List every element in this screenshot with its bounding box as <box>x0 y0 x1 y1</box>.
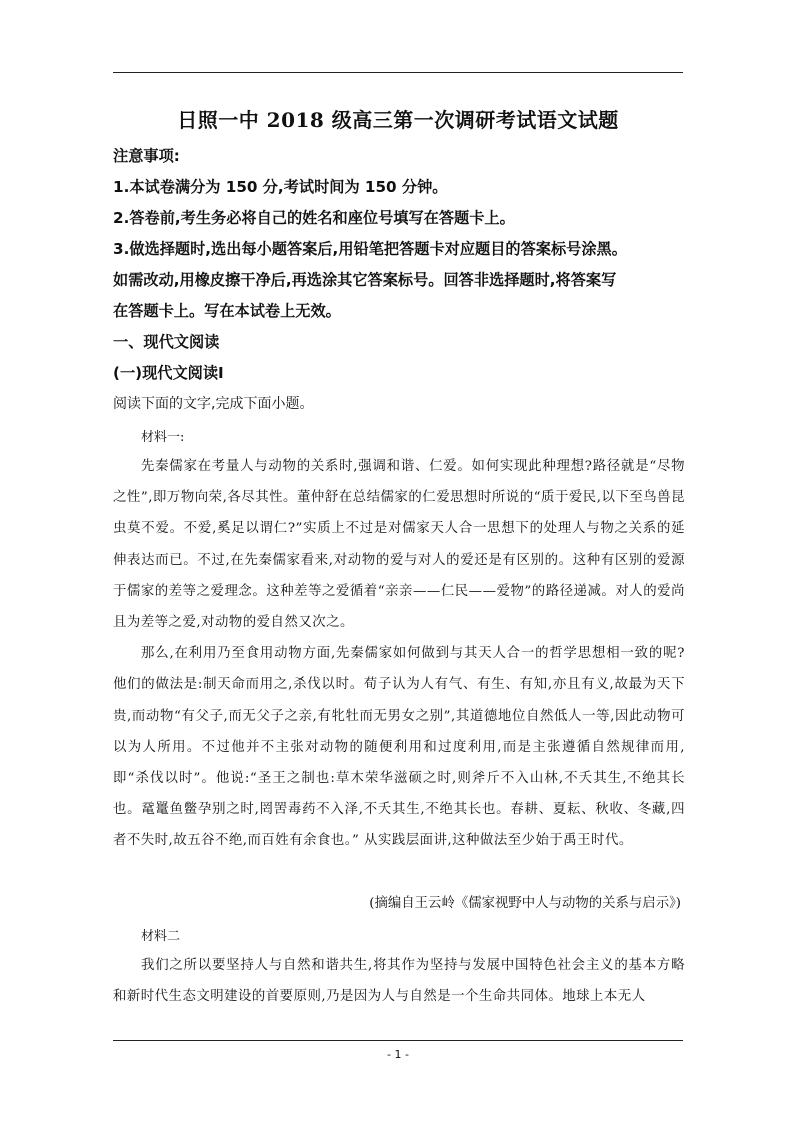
footer-rule <box>113 1040 683 1041</box>
section-subtitle: (一)现代文阅读Ⅰ <box>113 364 224 382</box>
material-1-body <box>113 451 685 857</box>
material-2-label: 材料二 <box>141 929 181 944</box>
notice-item: 1.本试卷满分为 150 分,考试时间为 150 分钟。 <box>113 178 448 196</box>
material-1-paragraph: 先秦儒家在考量人与动物的关系时,强调和谐、仁爱。如何实现此种理想?路径就是“尽物之性”,即万物向荣,各尽其性。董仲舒在总结儒家的仁爱思想时所说的“质于爱民,以下至鸟兽昆虫莫不爱。不爱,奚足以谓仁?”实质上不过是对儒家天人合一思想下的处理人与物之关系的延伸表达而已。不过,在先秦儒家看来,对动物的爱与对人的爱还是有区别的。这种有区别的爱源于儒家的差等之爱理念。这种差等之爱循着“亲亲——仁民——爱物”的路径递减。对人的爱尚且为差等之爱,对动物的爱自然又次之。 <box>113 459 685 631</box>
material-1-label: 材料一: <box>141 430 185 445</box>
notice-item: 2.答卷前,考生务必将自己的姓名和座位号填写在答题卡上。 <box>113 209 515 227</box>
page-number: - 1 - <box>387 1048 409 1061</box>
reading-instruction: 阅读下面的文字,完成下面小题。 <box>113 396 314 412</box>
notice-item: 在答题卡上。写在本试卷上无效。 <box>113 302 341 320</box>
material-1-paragraph: 那么,在利用乃至食用动物方面,先秦儒家如何做到与其天人合一的哲学思想相一致的呢?他们的做法是:制天命而用之,杀伐以时。荀子认为人有气、有生、有知,亦且有义,故最为天下贵,而动物“有父子,而无父子之亲,有牝牡而无男女之别”,其道德地位自然低人一等,因此动物可以为人所用。不过他并不主张对动物的随便利用和过度利用,而是主张遵循自然规律而用,即“杀伐以时”。他说:“圣王之制也:草木荣华滋硕之时,则斧斤不入山林,不夭其生,不绝其长也。鼋鼍鱼鳖孕别之时,罔罟毒药不入泽,不夭其生,不绝其长也。春耕、夏耘、秋收、冬藏,四者不失时,故五谷不绝,而百姓有余食也。” 从实践层面讲,这种做法至少始于禹王时代。 <box>113 646 685 849</box>
material-2-paragraph: 我们之所以要坚持人与自然和谐共生,将其作为坚持与发展中国特色社会主义的基本方略和新时代生态文明建设的首要原则,乃是因为人与自然是一个生命共同体。地球上本无人 <box>113 958 685 1005</box>
exam-title: 日照一中 2018 级高三第一次调研考试语文试题 <box>177 108 619 132</box>
notice-item: 如需改动,用橡皮擦干净后,再选涂其它答案标号。回答非选择题时,将答案写 <box>113 271 617 289</box>
header-rule <box>113 72 683 73</box>
notice-heading: 注意事项: <box>113 147 180 165</box>
notice-section <box>113 141 685 389</box>
notice-item: 3.做选择题时,选出每小题答案后,用铅笔把答题卡对应题目的答案标号涂黑。 <box>113 240 627 258</box>
section-title: 一、现代文阅读 <box>113 333 220 351</box>
material-2-body <box>113 950 685 1012</box>
material-1-citation: (摘编自王云岭《儒家视野中人与动物的关系与启示》) <box>369 896 681 911</box>
